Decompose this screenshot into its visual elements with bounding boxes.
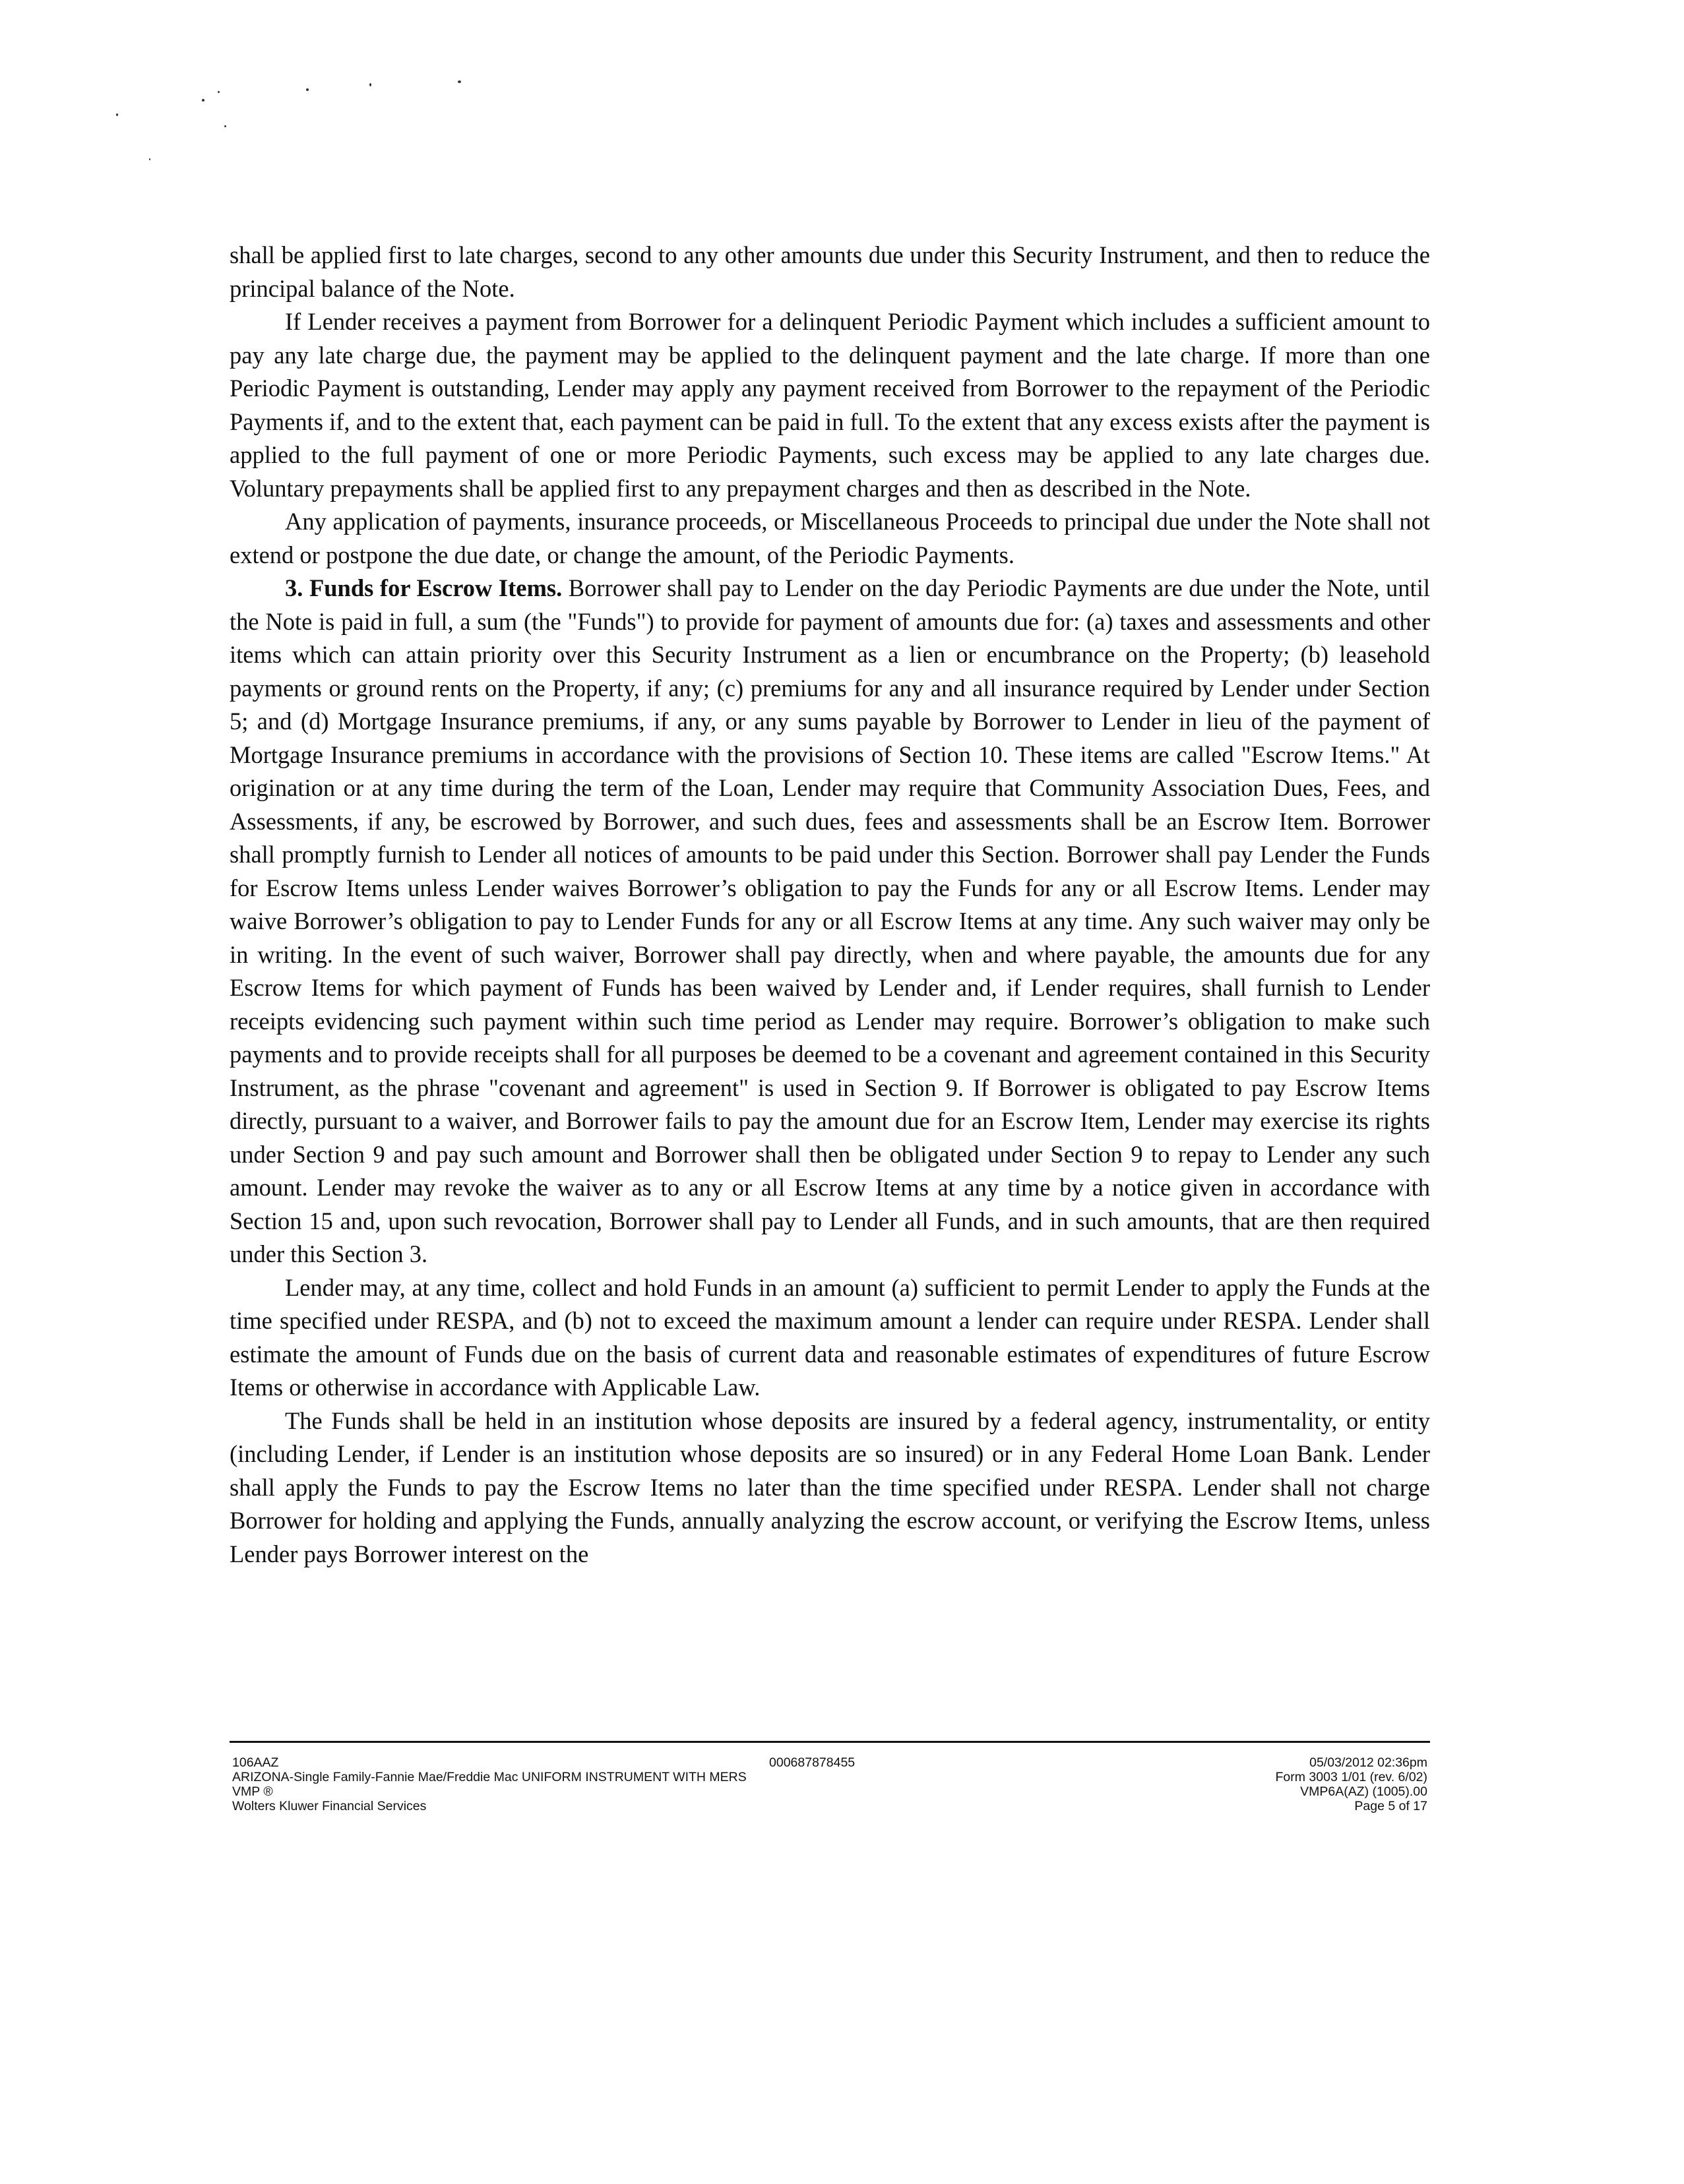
loan-number: 000687878455 bbox=[769, 1755, 856, 1770]
paragraph-section-3 bbox=[230, 572, 1430, 1271]
footer-left bbox=[232, 1755, 747, 1813]
scan-speck bbox=[116, 113, 118, 116]
vendor-name: Wolters Kluwer Financial Services bbox=[232, 1799, 427, 1813]
scan-speck bbox=[306, 88, 309, 91]
footer-right bbox=[1276, 1755, 1428, 1813]
section-body: Borrower shall pay to Lender on the day Periodic Payments are due under the Note, until the Note is paid in full, a sum (the "Funds") to provide for payment of amounts due for: (a) taxes and assessments and other items which can attain priority over this Security Instrument as a lien or encumbrance on the Property; (b) leasehold payments or ground rents on the Property, if any; (c) premiums for any and all insurance required by Lender under Section 5; and (d) Mortgage Insurance premiums, if any, or any sums payable by Borrower to Lender in lieu of the payment of Mortgage Insurance premiums in accordance with the provisions of Section 10. These items are called "Escrow Items." At origination or at any time during the term of the Loan, Lender may require that Community Association Dues, Fees, and Assessments, if any, be escrowed by Borrower, and such dues, fees and assessments shall be an Escrow Item. Borrower shall promptly furnish to Lender all notices of amounts to be paid under this Section. Borrower shall pay Lender the Funds for Escrow Items unless Lender waives Borrower’s obligation to pay the Funds for any or all Escrow Items. Lender may waive Borrower’s obligation to pay to Lender Funds for any or all Escrow Items at any time. Any such waiver may only be in writing. In the event of such waiver, Borrower shall pay directly, when and where payable, the amounts due for any Escrow Items for which payment of Funds has been waived by Lender and, if Lender requires, shall furnish to Lender receipts evidencing such payment within such time period as Lender may require. Borrower’s obligation to make such payments and to provide receipts shall for all purposes be deemed to be a covenant and agreement contained in this Security Instrument, as the phrase "covenant and agreement" is used in Section 9. If Borrower is obligated to pay Escrow Items directly, pursuant to a waiver, and Borrower fails to pay the amount due for an Escrow Item, Lender may exercise its rights under Section 9 and pay such amount and Borrower shall then be obligated under Section 9 to repay to Lender any such amount. Lender may revoke the waiver as to any or all Escrow Items at any time by a notice given in accordance with Section 15 and, upon such revocation, Borrower shall pay to Lender all Funds, and in such amounts, that are then required under this Section 3. bbox=[230, 574, 1430, 1267]
page-number: Page 5 of 17 bbox=[1354, 1799, 1427, 1813]
paragraph-6: The Funds shall be held in an institution whose deposits are insured by a federal agency, instrumentality, or entity (including Lender, if Lender is an institution whose deposits are so insured) or in any Federal Home Loan Bank. Lender shall apply the Funds to pay the Escrow Items no later than the time specified under RESPA. Lender shall not charge Borrower for holding and applying the Funds, annually analyzing the escrow account, or verifying the Escrow Items, unless Lender pays Borrower interest on the bbox=[230, 1407, 1430, 1567]
print-timestamp: 05/03/2012 02:36pm bbox=[1309, 1755, 1427, 1770]
footer-divider bbox=[230, 1741, 1430, 1743]
document-body bbox=[230, 239, 1430, 1571]
paragraph-2: If Lender receives a payment from Borrower for a delinquent Periodic Payment which includes a sufficient amount to pay any late charge due, the payment may be applied to the delinquent payment and the late charge. If more than one Periodic Payment is outstanding, Lender may apply any payment received from Borrower to the repayment of the Periodic Payments if, and to the extent that, each payment can be paid in full. To the extent that any excess exists after the payment is applied to the full payment of one or more Periodic Payments, such excess may be applied to any late charges due. Voluntary prepayments shall be applied first to any prepayment charges and then as described in the Note. bbox=[230, 308, 1430, 502]
vendor-mark: VMP ® bbox=[232, 1784, 273, 1799]
paragraph-3: Any application of payments, insurance proceeds, or Miscellaneous Proceeds to principal due under the Note shall not extend or postpone the due date, or change the amount, of the Periodic Payments. bbox=[230, 508, 1430, 568]
scan-speck bbox=[458, 80, 461, 83]
form-revision: VMP6A(AZ) (1005).00 bbox=[1300, 1784, 1427, 1799]
form-code: 106AAZ bbox=[232, 1755, 279, 1770]
scan-speck bbox=[202, 99, 204, 102]
paragraph-5: Lender may, at any time, collect and hold Funds in an amount (a) sufficient to permit Lender to apply the Funds at the time specified under RESPA, and (b) not to exceed the maximum amount a lender can require under RESPA. Lender shall estimate the amount of Funds due on the basis of current data and reasonable estimates of expenditures of future Escrow Items or otherwise in accordance with Applicable Law. bbox=[230, 1273, 1430, 1401]
scan-speck bbox=[369, 83, 371, 86]
form-number: Form 3003 1/01 (rev. 6/02) bbox=[1275, 1770, 1427, 1784]
scan-speck bbox=[224, 125, 226, 127]
paragraph-1: shall be applied first to late charges, second to any other amounts due under this Security Instrument, and then to reduce the principal balance of the Note. bbox=[230, 241, 1430, 302]
form-description: ARIZONA-Single Family-Fannie Mae/Freddie Mac UNIFORM INSTRUMENT WITH MERS bbox=[232, 1770, 747, 1784]
section-heading: 3. Funds for Escrow Items. bbox=[285, 574, 563, 601]
scan-speck bbox=[149, 158, 150, 160]
scan-speck bbox=[218, 91, 220, 93]
